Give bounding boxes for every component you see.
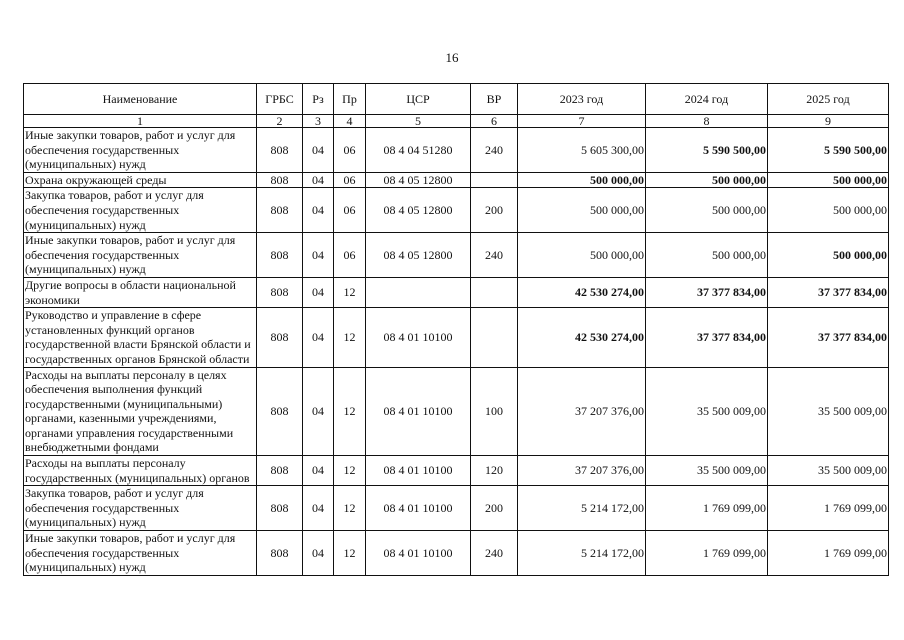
header-csr: ЦСР — [366, 84, 471, 115]
table-row — [24, 172, 889, 188]
header-rz: Рз — [303, 84, 334, 115]
page-number: 16 — [445, 50, 459, 65]
row-csr: 08 4 05 12800 — [366, 172, 471, 188]
row-grbs: 808 — [257, 308, 303, 367]
row-name: Другие вопросы в области национальной экономики — [24, 277, 257, 307]
row-grbs: 808 — [257, 531, 303, 576]
row-csr: 08 4 01 10100 — [366, 456, 471, 486]
row-2024: 500 000,00 — [646, 188, 768, 233]
row-rz: 04 — [303, 367, 334, 456]
row-vr: 200 — [471, 188, 518, 233]
column-index: 1 — [24, 115, 257, 128]
row-2023: 42 530 274,00 — [518, 277, 646, 307]
header-2023: 2023 год — [518, 84, 646, 115]
table-row — [24, 456, 889, 486]
row-2025: 5 590 500,00 — [768, 128, 889, 173]
row-pr: 12 — [334, 456, 366, 486]
row-vr: 120 — [471, 456, 518, 486]
row-pr: 12 — [334, 367, 366, 456]
row-vr — [471, 172, 518, 188]
header-pr: Пр — [334, 84, 366, 115]
row-grbs: 808 — [257, 188, 303, 233]
row-rz: 04 — [303, 128, 334, 173]
header-vr: ВР — [471, 84, 518, 115]
row-grbs: 808 — [257, 367, 303, 456]
row-2023: 5 214 172,00 — [518, 486, 646, 531]
table-row — [24, 308, 889, 367]
row-2024: 37 377 834,00 — [646, 277, 768, 307]
row-2023: 37 207 376,00 — [518, 456, 646, 486]
row-2025: 500 000,00 — [768, 188, 889, 233]
column-index: 7 — [518, 115, 646, 128]
header-2025: 2025 год — [768, 84, 889, 115]
row-2024: 35 500 009,00 — [646, 367, 768, 456]
row-name: Расходы на выплаты персоналу государственных (муниципальных) органов — [24, 456, 257, 486]
row-grbs: 808 — [257, 233, 303, 278]
row-2025: 37 377 834,00 — [768, 308, 889, 367]
row-pr: 06 — [334, 128, 366, 173]
row-vr — [471, 277, 518, 307]
row-vr: 200 — [471, 486, 518, 531]
row-2024: 500 000,00 — [646, 233, 768, 278]
row-2025: 1 769 099,00 — [768, 531, 889, 576]
row-vr: 240 — [471, 233, 518, 278]
row-csr: 08 4 01 10100 — [366, 531, 471, 576]
row-pr: 06 — [334, 233, 366, 278]
budget-table — [23, 83, 889, 576]
row-name: Расходы на выплаты персоналу в целях обеспечения выполнения функций государственными (муниципальными) органами, казенными учреждениями, органами управления государственными внебюджетными фондами — [24, 367, 257, 456]
row-2023: 500 000,00 — [518, 233, 646, 278]
row-csr: 08 4 04 51280 — [366, 128, 471, 173]
row-rz: 04 — [303, 233, 334, 278]
header-name: Наименование — [24, 84, 257, 115]
row-name: Иные закупки товаров, работ и услуг для обеспечения государственных (муниципальных) нужд — [24, 128, 257, 173]
row-pr: 12 — [334, 308, 366, 367]
column-index: 9 — [768, 115, 889, 128]
row-2024: 5 590 500,00 — [646, 128, 768, 173]
row-2024: 37 377 834,00 — [646, 308, 768, 367]
row-csr: 08 4 05 12800 — [366, 233, 471, 278]
column-index: 8 — [646, 115, 768, 128]
header-grbs: ГРБС — [257, 84, 303, 115]
row-name: Иные закупки товаров, работ и услуг для обеспечения государственных (муниципальных) нужд — [24, 531, 257, 576]
row-2023: 500 000,00 — [518, 172, 646, 188]
row-pr: 12 — [334, 486, 366, 531]
row-2023: 5 605 300,00 — [518, 128, 646, 173]
column-index: 5 — [366, 115, 471, 128]
row-2024: 35 500 009,00 — [646, 456, 768, 486]
table-row — [24, 531, 889, 576]
row-2023: 42 530 274,00 — [518, 308, 646, 367]
row-csr: 08 4 01 10100 — [366, 308, 471, 367]
row-pr: 06 — [334, 188, 366, 233]
row-rz: 04 — [303, 456, 334, 486]
row-pr: 12 — [334, 277, 366, 307]
row-grbs: 808 — [257, 172, 303, 188]
row-2023: 5 214 172,00 — [518, 531, 646, 576]
row-vr: 240 — [471, 531, 518, 576]
row-2025: 35 500 009,00 — [768, 367, 889, 456]
row-csr: 08 4 01 10100 — [366, 367, 471, 456]
table-row — [24, 188, 889, 233]
row-2024: 500 000,00 — [646, 172, 768, 188]
column-index: 6 — [471, 115, 518, 128]
column-index-row — [24, 115, 889, 128]
row-2025: 37 377 834,00 — [768, 277, 889, 307]
table-row — [24, 367, 889, 456]
table-row — [24, 486, 889, 531]
row-grbs: 808 — [257, 486, 303, 531]
row-rz: 04 — [303, 531, 334, 576]
row-rz: 04 — [303, 172, 334, 188]
row-csr — [366, 277, 471, 307]
row-csr: 08 4 05 12800 — [366, 188, 471, 233]
row-2024: 1 769 099,00 — [646, 486, 768, 531]
row-2023: 37 207 376,00 — [518, 367, 646, 456]
row-2024: 1 769 099,00 — [646, 531, 768, 576]
row-2023: 500 000,00 — [518, 188, 646, 233]
row-name: Охрана окружающей среды — [24, 172, 257, 188]
row-name: Иные закупки товаров, работ и услуг для обеспечения государственных (муниципальных) нужд — [24, 233, 257, 278]
row-rz: 04 — [303, 188, 334, 233]
row-grbs: 808 — [257, 128, 303, 173]
row-csr: 08 4 01 10100 — [366, 486, 471, 531]
row-name: Закупка товаров, работ и услуг для обеспечения государственных (муниципальных) нужд — [24, 486, 257, 531]
row-2025: 35 500 009,00 — [768, 456, 889, 486]
row-rz: 04 — [303, 486, 334, 531]
header-2024: 2024 год — [646, 84, 768, 115]
row-2025: 1 769 099,00 — [768, 486, 889, 531]
row-grbs: 808 — [257, 456, 303, 486]
row-rz: 04 — [303, 308, 334, 367]
row-grbs: 808 — [257, 277, 303, 307]
row-pr: 06 — [334, 172, 366, 188]
row-rz: 04 — [303, 277, 334, 307]
row-vr — [471, 308, 518, 367]
table-row — [24, 128, 889, 173]
table-row — [24, 277, 889, 307]
row-vr: 100 — [471, 367, 518, 456]
column-index: 3 — [303, 115, 334, 128]
column-index: 4 — [334, 115, 366, 128]
row-vr: 240 — [471, 128, 518, 173]
table-row — [24, 233, 889, 278]
row-2025: 500 000,00 — [768, 172, 889, 188]
column-index: 2 — [257, 115, 303, 128]
row-2025: 500 000,00 — [768, 233, 889, 278]
table-header-row — [24, 84, 889, 115]
row-pr: 12 — [334, 531, 366, 576]
row-name: Закупка товаров, работ и услуг для обеспечения государственных (муниципальных) нужд — [24, 188, 257, 233]
row-name: Руководство и управление в сфере установленных функций органов государственной власти Брянской области и государственных органов Брянской области — [24, 308, 257, 367]
